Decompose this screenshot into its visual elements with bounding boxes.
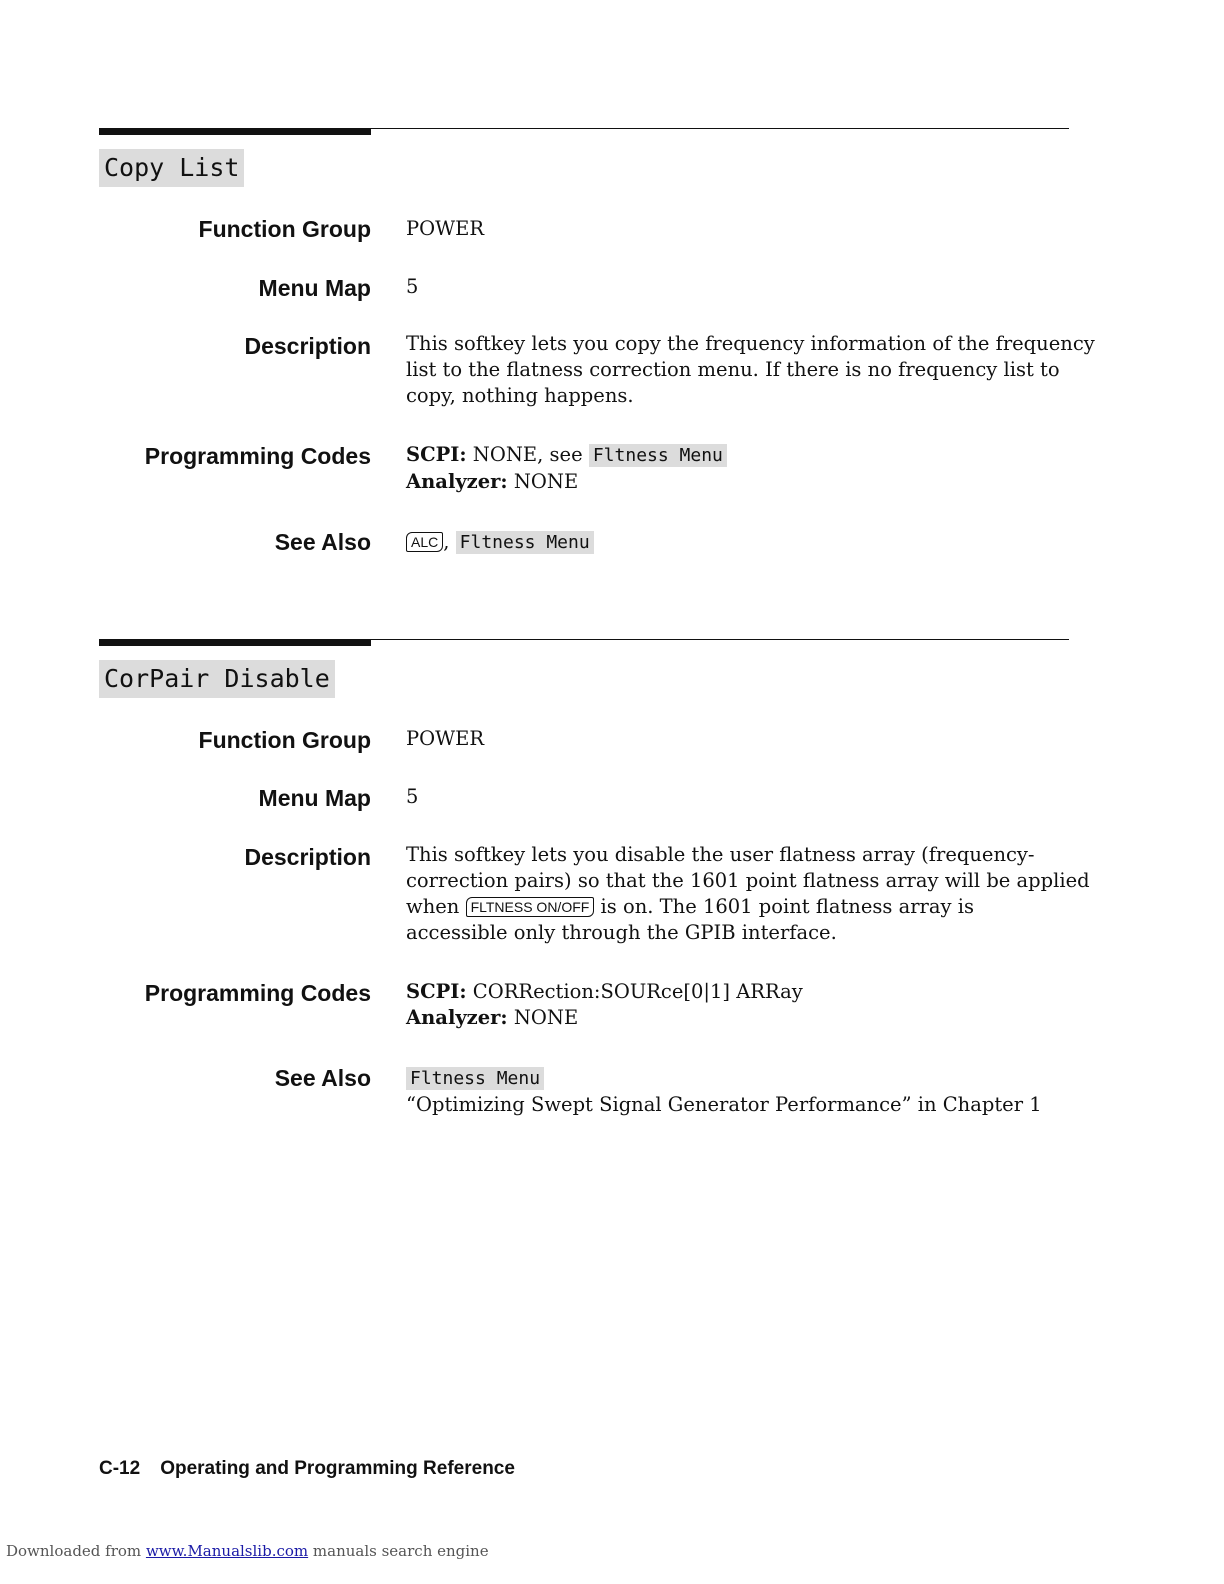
- description-label: Description: [244, 844, 371, 870]
- see-also-label: See Also: [274, 529, 371, 555]
- function-group-value: [406, 216, 1072, 242]
- page-footer: [99, 1458, 515, 1480]
- menu-map-value: [406, 274, 1072, 300]
- fltness-menu-softkey: Fltness Menu: [456, 531, 594, 554]
- see-also-value: ALC , Fltness Menu: [406, 529, 1072, 556]
- menu-map-label: Menu Map: [258, 275, 371, 301]
- programming-codes-label: Programming Codes: [144, 980, 371, 1006]
- fltness-menu-softkey: Fltness Menu: [406, 1067, 544, 1090]
- analyzer-label: Analyzer:: [406, 470, 508, 493]
- scpi-value: CORRection:SOURce[0|1] ARRay: [472, 980, 803, 1003]
- scpi-label: SCPI:: [406, 980, 467, 1003]
- alc-hardkey: ALC: [406, 532, 443, 552]
- programming-codes-value: [406, 979, 1072, 1031]
- analyzer-value: NONE: [513, 470, 579, 493]
- section-rule-thin: [99, 128, 1069, 129]
- description-label: Description: [244, 333, 371, 359]
- section-title-corpair-disable: CorPair Disable: [99, 660, 335, 698]
- menu-map-text: 5: [406, 275, 419, 298]
- download-note: [6, 1542, 489, 1560]
- function-group-label: Function Group: [198, 727, 371, 753]
- section-rule-thin: [99, 639, 1069, 640]
- description-line: correction pairs) so that the 1601 point flatness array will be applied: [406, 869, 1090, 892]
- description-line: accessible only through the GPIB interface.: [406, 921, 837, 944]
- description-line: list to the flatness correction menu. If there is no frequency list to: [406, 358, 1060, 381]
- description-line: This softkey lets you copy the frequency information of the frequency: [406, 332, 1095, 355]
- section-title-copy-list: Copy List: [99, 149, 244, 187]
- section-rule-thick: [99, 128, 371, 135]
- menu-map-text: 5: [406, 785, 419, 808]
- fltness-on-off-hardkey: FLTNESS ON/OFF: [466, 897, 595, 917]
- download-suffix: manuals search engine: [312, 1542, 489, 1560]
- scpi-value: NONE, see: [472, 443, 583, 466]
- description-line: is on. The 1601 point flatness array is: [600, 895, 974, 918]
- section-rule-thick: [99, 639, 371, 646]
- description-line: This softkey lets you disable the user flatness array (frequency-: [406, 843, 1035, 866]
- analyzer-label: Analyzer:: [406, 1006, 508, 1029]
- description-text: [406, 331, 1095, 409]
- function-group-text: POWER: [406, 217, 485, 240]
- function-group-value: [406, 726, 1072, 752]
- download-prefix: Downloaded from: [6, 1542, 142, 1560]
- footer-title: Operating and Programming Reference: [160, 1458, 515, 1479]
- programming-codes-value: [406, 442, 1072, 495]
- analyzer-value: NONE: [513, 1006, 579, 1029]
- programming-codes-label: Programming Codes: [144, 443, 371, 469]
- function-group-label: Function Group: [198, 216, 371, 242]
- menu-map-value: [406, 784, 1072, 810]
- menu-map-label: Menu Map: [258, 785, 371, 811]
- description-text: [406, 842, 1090, 946]
- description-line: copy, nothing happens.: [406, 384, 634, 407]
- see-also-label: See Also: [274, 1065, 371, 1091]
- scpi-label: SCPI:: [406, 443, 467, 466]
- page-number: C-12: [99, 1458, 141, 1479]
- function-group-text: POWER: [406, 727, 485, 750]
- fltness-menu-softkey: Fltness Menu: [589, 444, 727, 467]
- see-also-reference: “Optimizing Swept Signal Generator Performance” in Chapter 1: [406, 1093, 1042, 1116]
- manualslib-link[interactable]: www.Manualslib.com: [145, 1542, 309, 1560]
- see-also-value: [406, 1065, 1072, 1118]
- description-line: when: [406, 895, 460, 918]
